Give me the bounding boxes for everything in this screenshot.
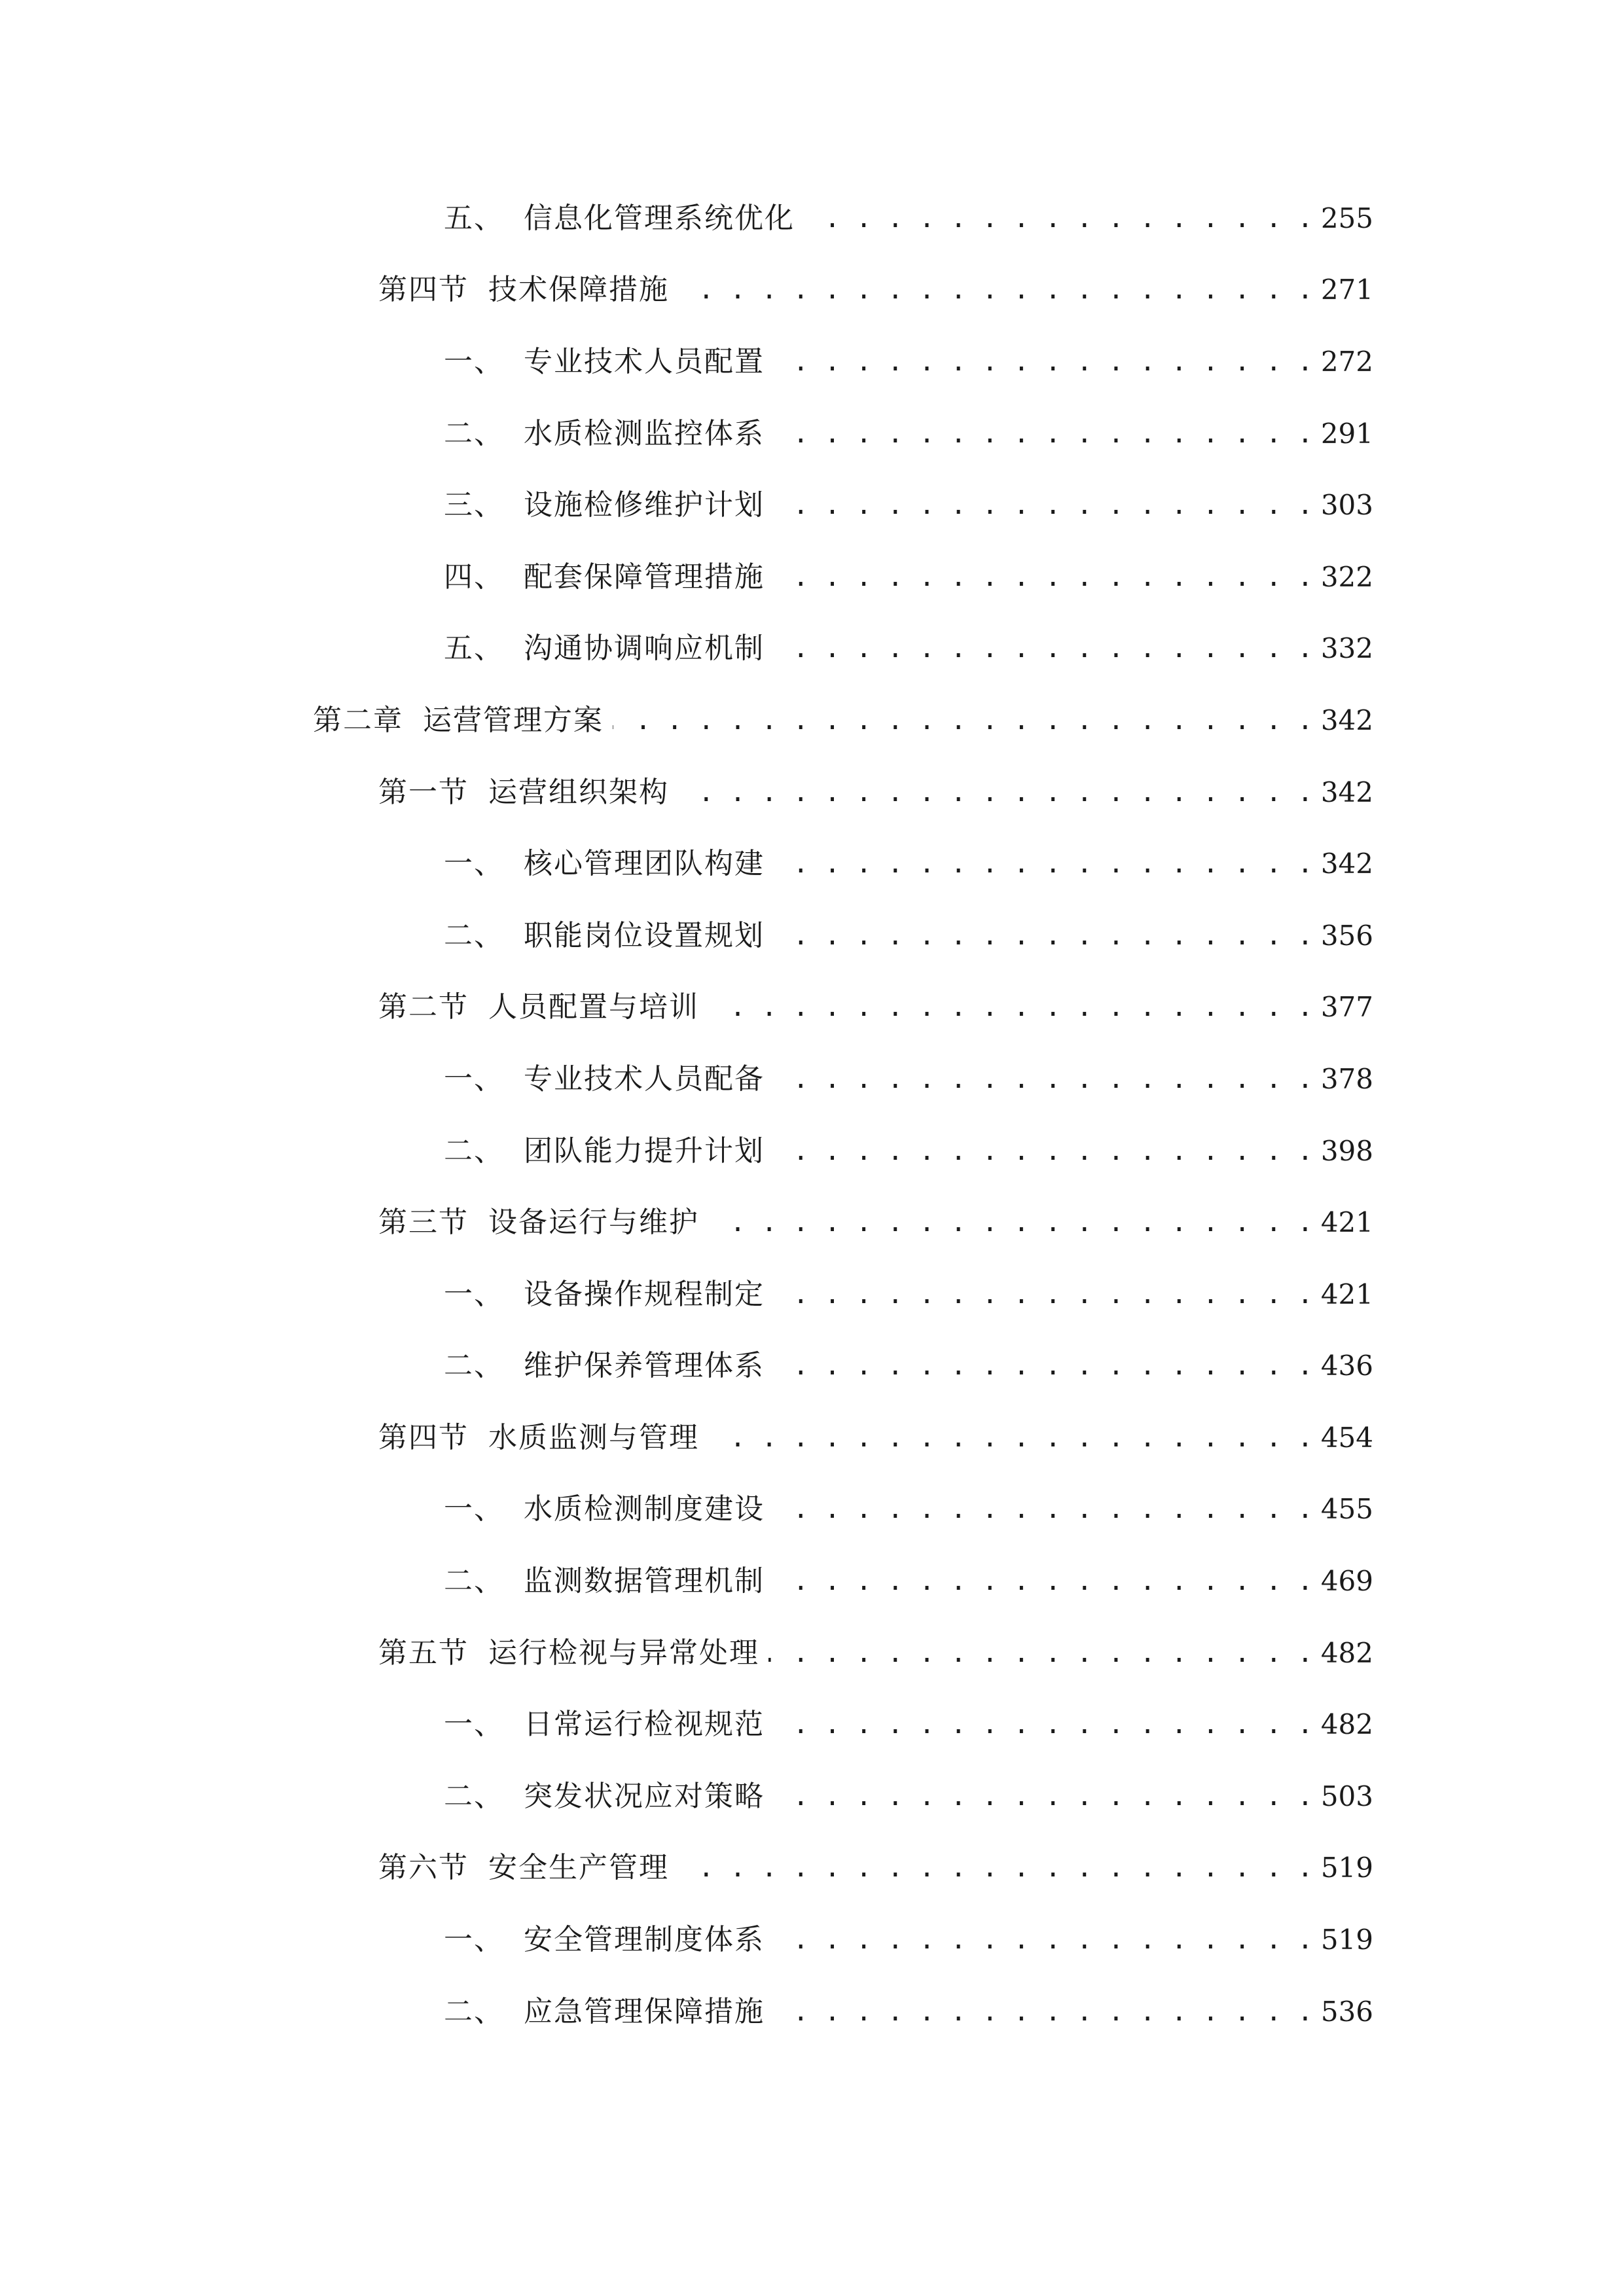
toc-dot-leader [774, 1782, 1313, 1811]
toc-dot-leader [678, 1854, 1313, 1882]
toc-dot-leader [774, 922, 1313, 950]
toc-entry-title: 监测数据管理机制 [524, 1564, 765, 1598]
toc-entry[interactable] [0, 972, 1624, 1044]
toc-page-number: 482 [1320, 1708, 1373, 1741]
toc-entry-title: 专业技术人员配备 [524, 1062, 765, 1096]
toc-entry[interactable] [0, 828, 1624, 900]
toc-dot-leader [678, 778, 1313, 807]
toc-page-number: 503 [1320, 1780, 1373, 1812]
toc-entry[interactable] [0, 1833, 1624, 1905]
toc-page-number: 342 [1320, 776, 1373, 808]
toc-entry-label [444, 1708, 765, 1742]
toc-page-number: 377 [1320, 991, 1373, 1024]
toc-page-number: 342 [1320, 704, 1373, 736]
toc-entry-number: 二、 [444, 416, 504, 450]
toc-entry-label [444, 1994, 765, 2028]
toc-entry-title: 专业技术人员配置 [524, 344, 765, 378]
toc-entry-label [444, 847, 765, 881]
toc-dot-leader [774, 1352, 1313, 1380]
toc-page-number: 291 [1320, 417, 1373, 450]
toc-entry-title: 运营管理方案 [423, 703, 604, 737]
toc-entry[interactable] [0, 900, 1624, 972]
toc-page-number: 398 [1320, 1134, 1373, 1167]
toc-dot-leader [774, 348, 1313, 376]
toc-page-number: 322 [1320, 560, 1373, 593]
toc-dot-leader [708, 993, 1313, 1022]
toc-entry-label [444, 1134, 765, 1168]
toc-dot-leader [678, 276, 1313, 304]
toc-dot-leader [613, 706, 1313, 735]
toc-entry[interactable] [0, 1976, 1624, 2048]
toc-entry-title: 突发状况应对策略 [524, 1779, 765, 1813]
toc-dot-leader [708, 1208, 1313, 1237]
toc-entry-label [444, 918, 765, 952]
toc-entry-label [313, 703, 604, 737]
toc-page-number: 536 [1320, 1995, 1373, 2028]
toc-entry-label [444, 1923, 765, 1957]
toc-dot-leader [774, 1926, 1313, 1954]
toc-entry-number: 四、 [444, 560, 504, 594]
toc-page-number: 455 [1320, 1493, 1373, 1526]
toc-dot-leader [774, 491, 1313, 520]
toc-entry-label [378, 1636, 759, 1670]
toc-entry[interactable] [0, 1115, 1624, 1187]
toc-entry[interactable] [0, 1761, 1624, 1833]
toc-entry-number: 一、 [444, 1492, 504, 1526]
toc-entry[interactable] [0, 1043, 1624, 1115]
table-of-contents [0, 183, 1624, 2047]
toc-page-number: 342 [1320, 848, 1373, 880]
toc-entry-title: 核心管理团队构建 [524, 847, 765, 881]
toc-entry[interactable] [0, 398, 1624, 470]
toc-entry-number: 一、 [444, 1708, 504, 1742]
toc-entry[interactable] [0, 183, 1624, 255]
toc-entry-number: 二、 [444, 1564, 504, 1598]
toc-page-number: 469 [1320, 1565, 1373, 1598]
toc-entry-title: 技术保障措施 [488, 273, 669, 307]
toc-entry-label [378, 1206, 699, 1240]
toc-entry[interactable] [0, 1545, 1624, 1617]
toc-entry[interactable] [0, 469, 1624, 541]
toc-entry-number: 一、 [444, 344, 504, 378]
toc-entry-title: 水质检测监控体系 [524, 416, 765, 450]
toc-dot-leader [774, 1280, 1313, 1309]
toc-entry[interactable] [0, 326, 1624, 398]
toc-page-number: 421 [1320, 1278, 1373, 1310]
toc-entry-number: 五、 [444, 632, 504, 666]
toc-page-number: 378 [1320, 1062, 1373, 1095]
toc-entry-number: 第四节 [378, 273, 469, 307]
toc-entry-title: 水质监测与管理 [488, 1420, 699, 1454]
toc-page-number: 356 [1320, 919, 1373, 952]
toc-entry-number: 二、 [444, 1994, 504, 2028]
toc-dot-leader [774, 1567, 1313, 1596]
toc-entry-number: 第六节 [378, 1851, 469, 1885]
toc-page-number: 271 [1320, 274, 1373, 306]
toc-entry-label [444, 1564, 765, 1598]
toc-dot-leader [774, 1065, 1313, 1094]
toc-entry[interactable] [0, 1331, 1624, 1403]
toc-entry-label [378, 990, 699, 1024]
toc-entry[interactable] [0, 1904, 1624, 1976]
toc-entry-number: 一、 [444, 1062, 504, 1096]
toc-entry[interactable] [0, 613, 1624, 685]
toc-page-number: 421 [1320, 1206, 1373, 1239]
toc-page-number: 519 [1320, 1852, 1373, 1884]
toc-entry-title: 维护保养管理体系 [524, 1349, 765, 1383]
toc-entry-number: 五、 [444, 201, 504, 235]
toc-entry-label [444, 344, 765, 378]
toc-entry-label [444, 1062, 765, 1096]
toc-entry-title: 设备操作规程制定 [524, 1277, 765, 1311]
toc-entry-label [444, 1277, 765, 1311]
toc-entry-number: 二、 [444, 1779, 504, 1813]
toc-entry-label [378, 775, 669, 809]
toc-entry-title: 水质检测制度建设 [524, 1492, 765, 1526]
toc-entry-number: 二、 [444, 1349, 504, 1383]
toc-entry-number: 第二章 [313, 703, 403, 737]
toc-entry-label [444, 560, 765, 594]
toc-entry[interactable] [0, 541, 1624, 613]
toc-page-number: 332 [1320, 632, 1373, 665]
toc-entry-number: 二、 [444, 918, 504, 952]
toc-page-number: 519 [1320, 1924, 1373, 1956]
toc-entry-title: 运行检视与异常处理 [488, 1636, 759, 1670]
toc-page-number: 482 [1320, 1636, 1373, 1669]
toc-dot-leader [774, 850, 1313, 878]
toc-entry[interactable] [0, 1474, 1624, 1546]
toc-entry[interactable] [0, 1402, 1624, 1474]
toc-entry-label [378, 1420, 699, 1454]
toc-dot-leader [774, 634, 1313, 663]
toc-dot-leader [768, 1639, 1313, 1668]
toc-entry-title: 团队能力提升计划 [524, 1134, 765, 1168]
toc-entry[interactable] [0, 255, 1624, 327]
toc-entry-label [378, 273, 669, 307]
toc-entry-title: 信息化管理系统优化 [524, 201, 795, 235]
toc-entry-number: 第四节 [378, 1420, 469, 1454]
toc-entry[interactable] [0, 757, 1624, 829]
toc-entry-number: 第五节 [378, 1636, 469, 1670]
toc-entry-title: 职能岗位设置规划 [524, 918, 765, 952]
toc-dot-leader [774, 1137, 1313, 1166]
toc-dot-leader [804, 204, 1313, 233]
toc-entry-title: 沟通协调响应机制 [524, 632, 765, 666]
toc-entry-title: 配套保障管理措施 [524, 560, 765, 594]
toc-dot-leader [774, 1495, 1313, 1524]
toc-entry-label [444, 488, 765, 522]
toc-dot-leader [774, 1998, 1313, 2026]
toc-page-number: 436 [1320, 1350, 1373, 1382]
toc-entry-title: 人员配置与培训 [488, 990, 699, 1024]
toc-entry-label [444, 1349, 765, 1383]
toc-dot-leader [774, 420, 1313, 448]
toc-entry-label [444, 1492, 765, 1526]
toc-entry-label [444, 201, 795, 235]
toc-page-number: 303 [1320, 489, 1373, 522]
toc-entry-label [444, 416, 765, 450]
toc-entry-number: 第一节 [378, 775, 469, 809]
toc-entry[interactable] [0, 685, 1624, 757]
toc-page-number: 255 [1320, 202, 1373, 234]
toc-dot-leader [774, 563, 1313, 592]
toc-entry[interactable] [0, 1187, 1624, 1259]
toc-entry-number: 第二节 [378, 990, 469, 1024]
toc-entry-title: 日常运行检视规范 [524, 1708, 765, 1742]
toc-entry[interactable] [0, 1689, 1624, 1761]
toc-entry-title: 应急管理保障措施 [524, 1994, 765, 2028]
toc-entry-title: 运营组织架构 [488, 775, 669, 809]
toc-dot-leader [774, 1710, 1313, 1739]
toc-dot-leader [708, 1424, 1313, 1452]
toc-entry-title: 安全管理制度体系 [524, 1923, 765, 1957]
toc-entry-number: 一、 [444, 1277, 504, 1311]
toc-entry-label [444, 1779, 765, 1813]
toc-entry-label [444, 632, 765, 666]
toc-entry-title: 设备运行与维护 [488, 1206, 699, 1240]
toc-entry-title: 安全生产管理 [488, 1851, 669, 1885]
toc-entry-number: 第三节 [378, 1206, 469, 1240]
toc-entry-number: 三、 [444, 488, 504, 522]
toc-page-number: 272 [1320, 345, 1373, 378]
toc-entry-title: 设施检修维护计划 [524, 488, 765, 522]
toc-entry-number: 二、 [444, 1134, 504, 1168]
toc-entry[interactable] [0, 1617, 1624, 1689]
toc-entry-number: 一、 [444, 1923, 504, 1957]
toc-entry[interactable] [0, 1259, 1624, 1331]
toc-entry-number: 一、 [444, 847, 504, 881]
toc-entry-label [378, 1851, 669, 1885]
toc-page-number: 454 [1320, 1421, 1373, 1454]
